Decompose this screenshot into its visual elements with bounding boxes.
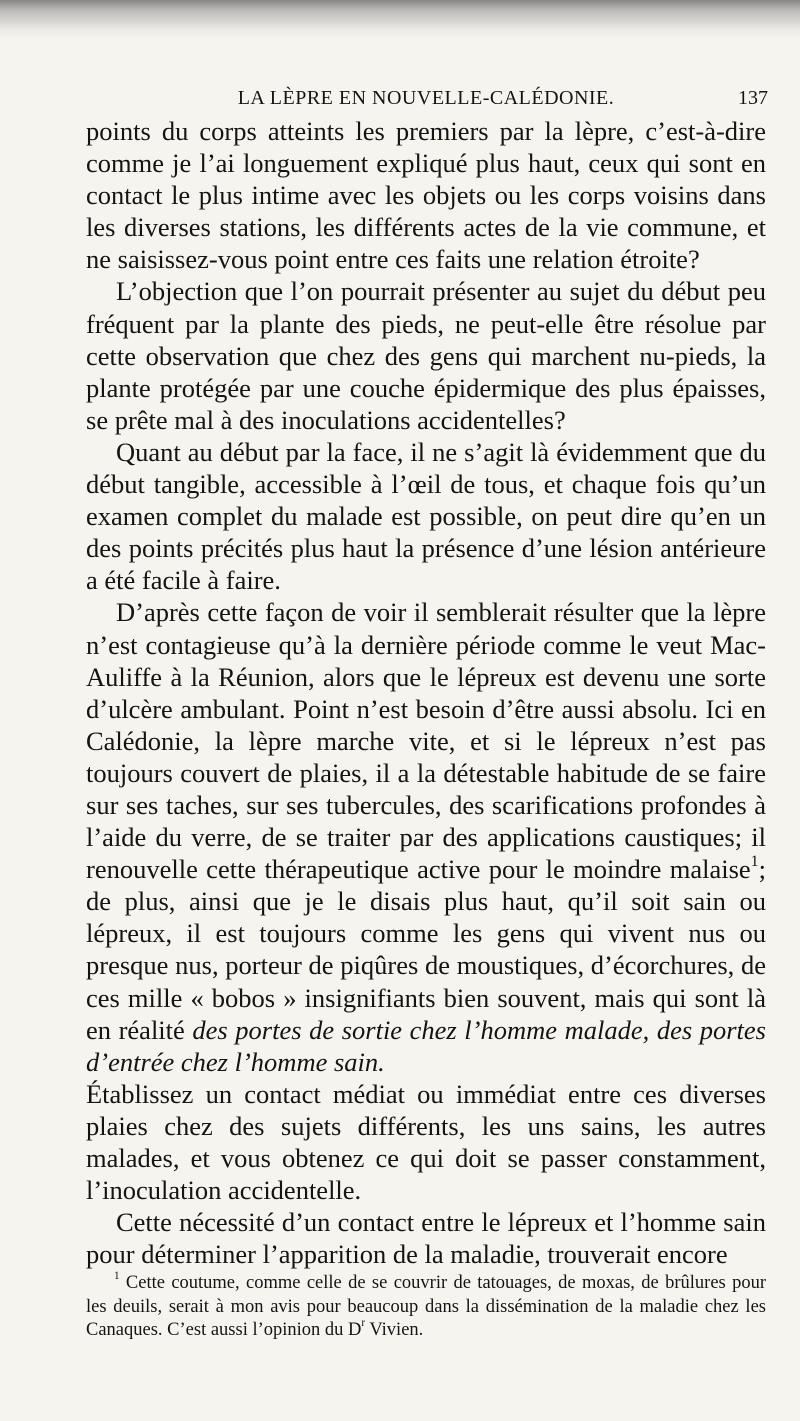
paragraph-2: L’objection que l’on pourrait présenter au sujet du début peu fréquent par la plante des pieds, ne peut-elle être résolue par cette observation que chez des gens qui marchent nu-pieds, la plante protégée par une couche épidermique des plus épaisses, se prête mal à des inoculations accidentelles? <box>86 276 766 435</box>
footnotes <box>86 1272 766 1343</box>
footnote-text-b: Vivien. <box>365 1320 424 1340</box>
page-number: 137 <box>738 87 768 109</box>
page-header <box>86 83 766 113</box>
footnote-marker: 1 <box>114 1270 120 1283</box>
paragraph-3: Quant au début par la face, il ne s’agit là évidemment que du début tangible, accessible à l’œil de tous, et chaque fois qu’un examen complet du malade est possible, on peut dire qu’en un des points précités plus haut la présence d’une lésion antérieure a été facile à faire. <box>86 436 766 596</box>
paragraph-4-italic: des portes de sortie chez l’homme malade, des portes d’entrée chez l’homme sain. <box>86 1014 766 1077</box>
footnote-text-a: Cette coutume, comme celle de se couvrir de tatouages, de moxas, de brûlures pour les deuils, serait à mon avis pour beaucoup dans la dissémination de la maladie chez les Canaques. C’est aussi l’opinion du D <box>86 1273 766 1340</box>
paragraph-1: points du corps atteints les premiers par la lèpre, c’est-à-dire comme je l’ai longuement expliqué plus haut, ceux qui sont en contact le plus intime avec les objets ou les corps voisins dans les diverses stations, les différents actes de la vie commune, et ne saisissez-vous point entre ces faits une relation étroite? <box>86 116 766 275</box>
paragraph-5: Établissez un contact médiat ou immédiat entre ces diverses plaies chez des sujets différents, les uns sains, les autres malades, et vous obtenez ce qui doit se passer constamment, l’inoculation accidentelle. <box>86 1078 766 1206</box>
running-title: LA LÈPRE EN NOUVELLE-CALÉDONIE. <box>237 87 615 109</box>
footnote-reference: 1 <box>750 852 759 870</box>
paragraph-6: Cette nécessité d’un contact entre le lépreux et l’homme sain pour déterminer l’apparition de la maladie, trouverait encore <box>86 1207 766 1270</box>
body-text <box>86 115 766 1270</box>
paragraph-4-text-a: D’après cette façon de voir il semblerait résulter que la lèpre n’est contagieuse qu’à la dernière période comme le veut Mac-Auliffe à la Réunion, alors que le lépreux est devenu une sorte d’ulcère ambulant. Point n’est besoin d’être aussi absolu. Ici en Calédonie, la lèpre marche vite, et si le lépreux n’est pas toujours couvert de plaies, il a la détestable habitude de se faire sur ses taches, sur ses tubercules, des scarifications profondes à l’aide du verre, de se traiter par des applications caustiques; il renouvelle cette thérapeutique active pour le moindre malaise <box>86 597 766 885</box>
paragraph-4 <box>86 596 766 1077</box>
footnote-1 <box>86 1272 766 1343</box>
paragraph-4-text-b: ; de plus, ainsi que je le disais plus haut, qu’il soit sain ou lépreux, il est toujours comme les gens qui vivent nus ou presque nus, porteur de piqûres de moustiques, d’écorchures, de ces mille « bobos » insignifiants bien souvent, mais qui sont là en réalité <box>86 854 766 1045</box>
footnote-superscript-r: r <box>361 1317 366 1330</box>
